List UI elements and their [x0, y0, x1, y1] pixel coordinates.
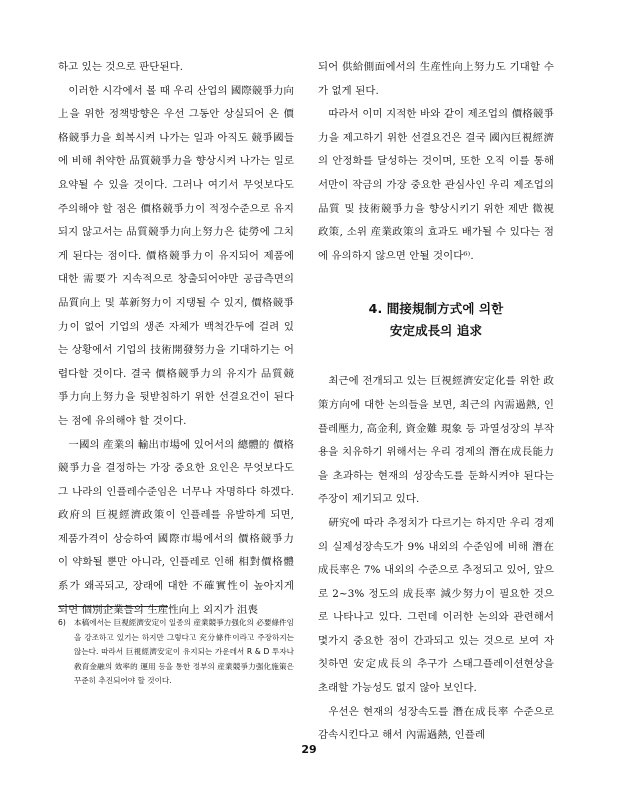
footnote-number: 6)	[58, 618, 66, 627]
footnote-text: 本稿에서는 巨視經濟安定이 일종의 産業競爭力强化의 必要條件임을 강조하고 있기는 하지만 그렇다고 充分條件이라고 주장하지는 않는다. 따라서 巨視經濟安定이 유지되는 가운데서 R & D 투자나 敎育金融의 效率的 運用 등을 통한 정부의 産業競爭力强化施策은 꾸준히 추진되어야 할 것이다.	[74, 618, 294, 685]
section-heading	[318, 298, 554, 342]
left-column	[58, 56, 294, 622]
body-paragraph: 최근에 전개되고 있는 巨視經濟安定化를 위한 政策方向에 대한 논의들을 보면, 최근의 內需過熱, 인플레壓力, 高金利, 資金難 現象 등 과열성장의 부작용을 치유하기 위해서는 우리 경제의 潛在成長能力을 초과하는 현재의 성장속도를 둔화시켜야 된다는 주장이 제기되고 있다.	[318, 375, 554, 506]
body-paragraph: 이러한 시각에서 볼 때 우리 산업의 國際競爭力向上을 위한 정책방향은 우선 그동안 상실되어 온 價格競爭力을 회복시켜 나가는 일과 아직도 競爭國들에 비해 취약한 品質競爭力을 향상시켜 나가는 일로 요약될 수 있을 것이다. 그러나 여기서 무엇보다도 주의해야 할 점은 價格競爭力이 적정수준으로 유지되지 않고서는 品質競爭力向上努力은 徒勞에 그치게 된다는 점이다. 價格競爭力이 유지되어 제품에 대한 需要가 지속적으로 창출되어야만 공급측면의 品質向上 및 革新努力이 지탱될 수 있지, 價格競爭力이 없어 기업의 생존 자체가 백척간두에 걸려 있는 상황에서 기업의 技術開發努力을 기대하기는 어렵다할 것이다. 결국 價格競爭力의 유지가 品質競爭力向上努力을 뒷받침하기 위한 선결요건이 된다는 점에 유의해야 할 것이다.	[58, 84, 294, 427]
body-paragraph: 硏究에 따라 추정치가 다르기는 하지만 우리 경제의 실제성장속도가 9% 내외의 수준임에 비해 潛在成長率은 7% 내외의 수준으로 추정되고 있어, 앞으로 2~3% 정도의 成長率 減少努力이 필요한 것으로 나타나고 있다. 그런데 이러한 논의와 관련해서 몇가지 중요한 점이 간과되고 있는 것으로 보여 자칫하면 安定成長의 추구가 스태그플레이션현상을 초래할 가능성도 없지 않아 보인다.	[318, 516, 554, 695]
footnote-divider	[58, 606, 168, 607]
page-number: 29	[301, 743, 317, 756]
body-paragraph: 一國의 産業의 輸出市場에 있어서의 總體的 價格競爭力을 결정하는 가장 중요한 요인은 무엇보다도 그 나라의 인플레수준임은 너무나 자명하다 하겠다. 政府의 巨視經濟政策이 인플레를 유발하게 되면, 제품가격이 상승하여 國際市場에서의 價格競爭力이 약화될 뿐만 아니라, 인플레로 인해 相對價格體系가 왜곡되고, 장래에 대한 不確實性이 높아지게 되면 個別企業들의 生産性向上 외지가 沮喪	[58, 438, 294, 616]
footnote	[58, 616, 294, 689]
body-paragraph: 따라서 이미 지적한 바와 같이 제조업의 價格競爭力을 제고하기 위한 선결요건은 결국 國內巨視經濟의 안정화를 달성하는 것이며, 또한 오직 이를 통해서만이 작금의 가장 중요한 관심사인 우리 제조업의 品質 및 技術競爭力을 향상시키기 위한 제반 微視政策, 소위 産業政策의 효과도 배가될 수 있다는 점에 유의하지 않으면 안될 것이다⁶⁾.	[318, 108, 554, 262]
right-column	[318, 56, 554, 748]
body-paragraph: 하고 있는 것으로 판단된다.	[58, 61, 184, 73]
section-heading-line: 4. 間接規制方式에 의한	[368, 301, 504, 317]
body-paragraph: 우선은 현재의 성장속도를 潛在成長率 수준으로 감속시킨다고 해서 內需過熱, 인플레	[318, 705, 554, 742]
section-heading-line: 安定成長의 追求	[389, 323, 483, 339]
body-paragraph: 되어 供給側面에서의 生産性向上努力도 기대할 수가 없게 된다.	[318, 61, 554, 97]
